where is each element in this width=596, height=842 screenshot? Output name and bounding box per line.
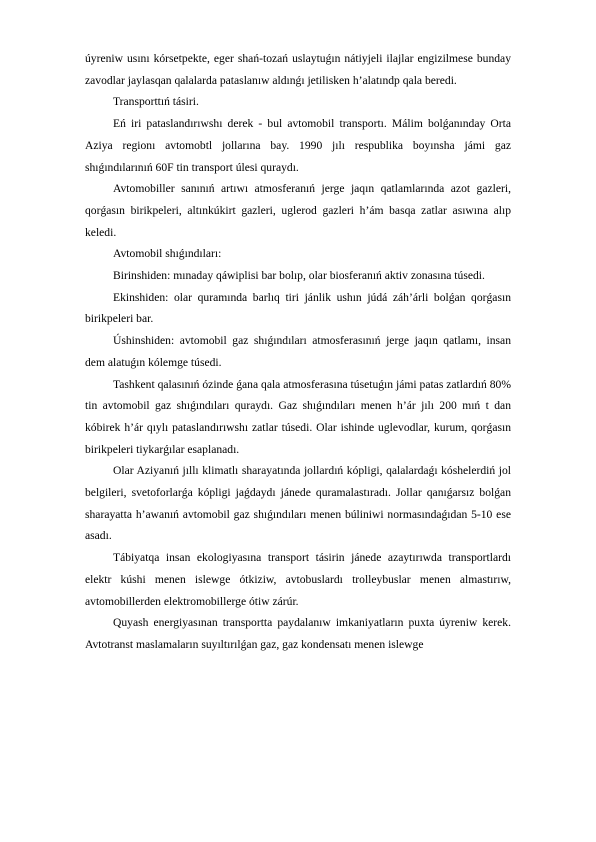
- paragraph-tashkent-emissions: Tashkent qalasınıń ózinde ǵana qala atmosferasına túsetuǵın jámi patas zatlardıń 80% tin avtomobil gaz shıǵındıları quraydı. Gaz shıǵındıları menen h’ár jılı 200 mıń t dan kóbirek h’ár qıylı pataslandırıwshı zatlar túsedi. Olar ishinde uglevodlar, kurum, qorǵasın birikpeleri tiykarǵılar esaplanadı.: [85, 377, 511, 456]
- paragraph-third-point: Úshinshiden: avtomobil gaz shıǵındıları atmosferasınıń jerge jaqın qatlamı, insan dem alatuǵın kólemge túsedi.: [85, 334, 511, 369]
- paragraph-car-emissions-heading: Avtomobil shıǵındıları:: [113, 247, 222, 261]
- paragraph-first-point: Birinshiden: mınaday qáwiplisi bar bolıp, olar biosferanıń aktiv zonasına túsedi.: [113, 269, 485, 283]
- paragraph-second-point: Ekinshiden: olar quramında barlıq tiri jánlik ushın júdá záh’árli bolǵan qorǵasın birikpeleri bar.: [85, 290, 511, 326]
- section-heading-transport-impact: Transporttıń tásiri.: [113, 95, 199, 109]
- paragraph-solar-energy: Quyash energiyasınan transportta paydalanıw imkaniyatların puxta úyreniw kerek. Avtotranst maslamaların suyıltırılǵan gaz, gaz kondensatı menen islewge: [85, 616, 511, 651]
- document-page: [85, 48, 511, 656]
- paragraph-main-pollution-source: Eń iri pataslandırıwshı derek - bul avtomobil transportı. Málim bolǵanınday Orta Aziya regionı avtomobtl jollarına bay. 1990 jılı respublika boyınsha jámi gaz shıǵındılarınıń 60F tin transport úlesi quraydı.: [85, 117, 511, 174]
- paragraph-climate-conditions: Olar Aziyanıń jıllı klimatlı sharayatında jollardıń kópligi, qalalardaǵı kóshelerdiń jol belgileri, svetoforlarǵa kópligi jaǵdaydı jánede quramalastıradı. Jollar qanıǵarsız bolǵan sharayatta h’awanıń avtomobil gaz shıǵındıları menen búliniwi normasındaǵıdan 5-10 ese asadı.: [85, 464, 511, 543]
- paragraph-reducing-impact: Tábiyatqa insan ekologiyasına transport tásirin jánede azaytırıwda transportlardı elektr kúshi menen islewge ótkiziw, avtobuslardı trolleybuslar menen almastırıw, avtomobillerden elektromobillerge ótiw zárúr.: [85, 551, 511, 608]
- paragraph-car-count-growth: Avtomobiller sanınıń artıwı atmosferanıń jerge jaqın qatlamlarında azot gazleri, qorǵasın birikpeleri, altınkúkirt gazleri, uglerod gazleri h’ám basqa zatlar asıwına alıp keledi.: [85, 182, 511, 239]
- paragraph-intro-continuation: úyreniw usını kórsetpekte, eger shań-tozań uslaytuǵın nátiyjeli ilajlar engizilmese bunday zavodlar jaylasqan qalalarda pataslanıw aldınǵı jetilisken h’alatındp qala beredi.: [85, 52, 511, 87]
